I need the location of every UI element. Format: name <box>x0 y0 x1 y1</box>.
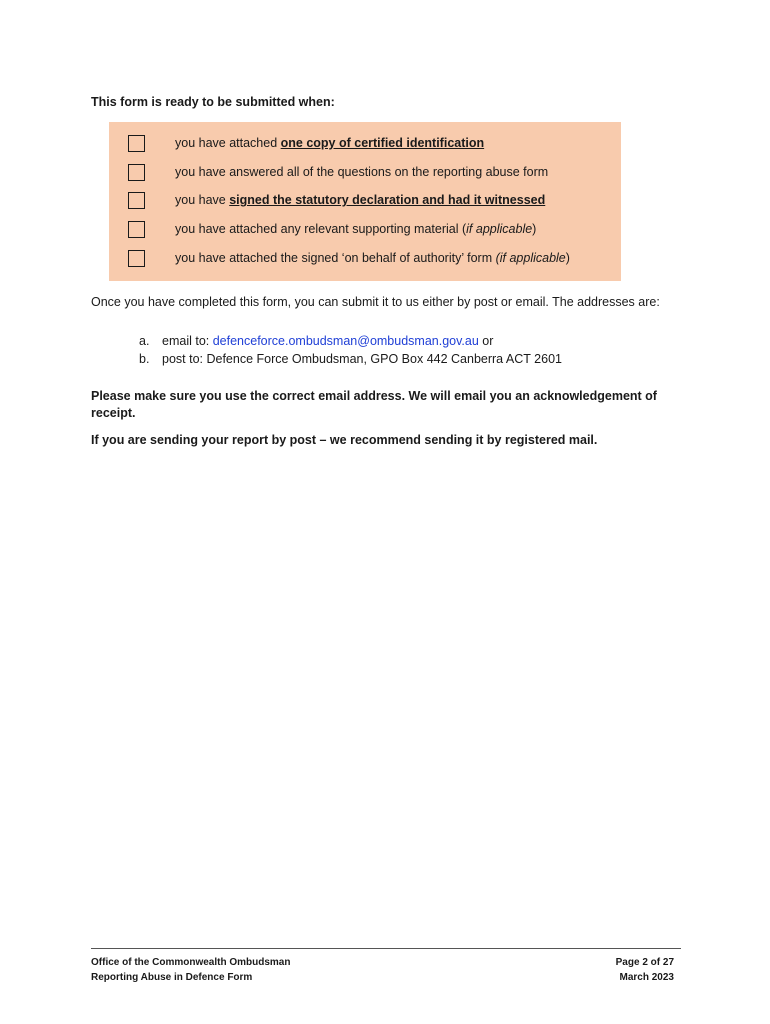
checklist-item-statutory-declaration <box>109 192 621 214</box>
list-marker: a. <box>139 334 150 348</box>
checkbox-statutory-declaration[interactable] <box>128 192 145 209</box>
checkbox-supporting-material[interactable] <box>128 221 145 238</box>
footer-divider <box>91 948 681 949</box>
checklist-item-questions <box>109 164 621 186</box>
address-item-post: b. post to: Defence Force Ombudsman, GPO Box 442 Canberra ACT 2601 <box>139 352 562 366</box>
address-item-email: a. email to: defenceforce.ombudsman@ombudsman.gov.au or <box>139 334 494 348</box>
footer-date: March 2023 <box>619 972 674 983</box>
checklist-item-label: you have attached any relevant supporting material (if applicable) <box>175 222 537 236</box>
checkbox-authority-form[interactable] <box>128 250 145 267</box>
checklist-item-label: you have attached one copy of certified identification <box>175 136 485 150</box>
submission-checklist <box>109 122 621 281</box>
checklist-item-label: you have attached the signed ‘on behalf of authority’ form (if applicable) <box>175 251 570 265</box>
checkbox-questions[interactable] <box>128 164 145 181</box>
footer-left <box>91 955 290 985</box>
checklist-item-authority-form <box>109 250 621 272</box>
footer-right <box>616 955 674 985</box>
checklist-item-identification <box>109 135 621 157</box>
post-notice: If you are sending your report by post – we recommend sending it by registered mail. <box>91 433 598 447</box>
footer-doc-title: Reporting Abuse in Defence Form <box>91 972 253 983</box>
checklist-item-label: you have signed the statutory declaration and had it witnessed <box>175 193 546 207</box>
list-marker: b. <box>139 352 150 366</box>
checklist-item-label: you have answered all of the questions on the reporting abuse form <box>175 165 549 179</box>
email-notice: Please make sure you use the correct email address. We will email you an acknowledgement of receipt. <box>91 389 657 420</box>
checklist-item-supporting-material <box>109 221 621 243</box>
page-number: Page 2 of 27 <box>615 957 674 968</box>
submit-instructions: Once you have completed this form, you can submit it to us either by post or email. The addresses are: <box>91 295 660 309</box>
form-ready-heading: This form is ready to be submitted when: <box>91 95 335 109</box>
checkbox-identification[interactable] <box>128 135 145 152</box>
email-link[interactable]: defenceforce.ombudsman@ombudsman.gov.au <box>212 334 479 348</box>
footer-org: Office of the Commonwealth Ombudsman <box>91 957 291 968</box>
